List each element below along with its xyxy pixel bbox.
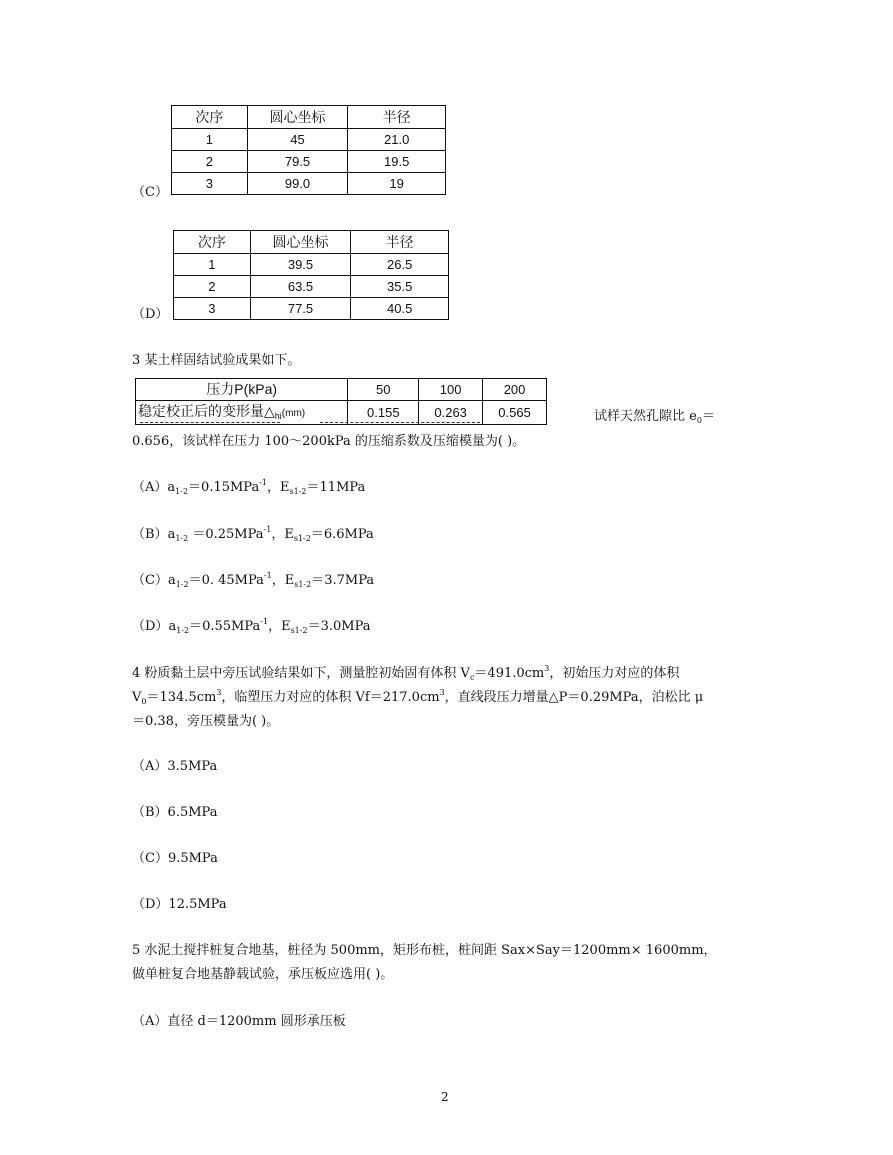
- table-cell: 2: [172, 151, 248, 173]
- q4-option-a: （A）3.5MPa: [132, 759, 218, 774]
- option-text: E: [280, 480, 290, 495]
- table-row: [172, 151, 446, 173]
- q4-text: V: [132, 690, 142, 705]
- q4-text: ＝134.5cm: [146, 690, 217, 705]
- table-cell: 2: [174, 276, 251, 298]
- option-text: ＝3.7MPa: [311, 573, 375, 588]
- option-text: ＝11MPa: [306, 480, 366, 495]
- deformation-label: 稳定校正后的变形量△: [138, 403, 275, 419]
- option-label: （C）: [132, 573, 168, 588]
- table-header-cell: 次序: [172, 106, 248, 129]
- option-label: （A）: [132, 480, 168, 495]
- option-sub: 1-2: [176, 626, 190, 635]
- overlapped-text-fragment: [320, 422, 480, 428]
- table-row: [172, 129, 446, 151]
- deformation-label-unit: (mm): [281, 408, 306, 419]
- option-d-label: （D）: [132, 307, 169, 322]
- q3-void-ratio-text: 试样天然孔隙比 e: [594, 409, 697, 424]
- option-text: a: [167, 527, 176, 542]
- q4-text: ，初始压力对应的体积: [549, 666, 680, 681]
- option-text: E: [284, 527, 294, 542]
- q4-option-c: （C）9.5MPa: [132, 851, 218, 866]
- option-text: a: [167, 480, 176, 495]
- table-header-cell: 圆心坐标: [250, 231, 351, 254]
- q4-sup: 3: [216, 688, 222, 697]
- q4-text: ，临塑压力对应的体积 Vf＝217.0cm: [221, 690, 440, 705]
- q4-sub: 0: [141, 697, 147, 706]
- q4-sup: 3: [544, 664, 550, 673]
- table-cell: 19.5: [348, 151, 446, 173]
- option-sup: -1: [260, 617, 269, 626]
- q3-void-ratio-sub: 0: [696, 416, 702, 425]
- option-sup: -1: [263, 525, 272, 534]
- table-cell: 21.0: [348, 129, 446, 151]
- option-d-table: [173, 230, 449, 320]
- q4-option-d: （D）12.5MPa: [132, 897, 227, 912]
- table-row: [136, 401, 547, 425]
- option-c-table: [171, 105, 446, 195]
- q4-sup: 3: [439, 688, 445, 697]
- table-cell: 45: [247, 129, 348, 151]
- q4-sub: c: [469, 673, 475, 682]
- option-text: a: [168, 619, 177, 634]
- option-sub: 1-2: [175, 580, 189, 589]
- q3-option-b: [132, 527, 374, 543]
- option-label: （B）: [132, 527, 168, 542]
- q3-option-a: [132, 480, 365, 496]
- q3-consolidation-table: [135, 378, 547, 425]
- option-text: E: [281, 619, 291, 634]
- table-row: [172, 173, 446, 195]
- option-sub: 1-2: [175, 534, 189, 543]
- q4-text: 4 粉质黏土层中旁压试验结果如下，测量腔初始固有体积 V: [132, 666, 470, 681]
- option-label: （D）: [132, 619, 169, 634]
- option-sup: -1: [263, 571, 272, 580]
- option-text: ＝6.6MPa: [310, 527, 374, 542]
- q3-option-c: [132, 573, 374, 589]
- table-cell: 0.565: [483, 401, 547, 425]
- table-cell: 100: [419, 379, 483, 401]
- table-cell: 99.0: [247, 173, 348, 195]
- table-header-row: [172, 106, 446, 129]
- option-sub: s1-2: [293, 534, 311, 543]
- table-header-cell: 圆心坐标: [247, 106, 348, 129]
- table-cell: 77.5: [250, 298, 351, 320]
- table-cell: 3: [172, 173, 248, 195]
- q4-line-2: [132, 690, 703, 706]
- q3-question-line: 0.656，该试样在压力 100～200kPa 的压缩系数及压缩模量为( )。: [132, 434, 526, 449]
- option-text: a: [167, 573, 176, 588]
- deformation-label-sub: hi: [274, 411, 282, 421]
- option-text: ＝3.0MPa: [307, 619, 371, 634]
- table-cell: 63.5: [250, 276, 351, 298]
- table-cell: 40.5: [351, 298, 449, 320]
- table-row: [136, 379, 547, 401]
- option-sep: ，: [271, 573, 285, 588]
- option-sep: ，: [271, 527, 285, 542]
- table-cell: 26.5: [351, 254, 449, 276]
- pressure-label-cell: 压力P(kPa): [136, 379, 348, 401]
- option-text: ＝0.55MPa: [189, 619, 261, 634]
- overlapped-text-fragment: [140, 422, 280, 428]
- q4-line-1: [132, 666, 679, 682]
- option-text: ＝0.25MPa: [188, 527, 264, 542]
- option-sub: s1-2: [290, 626, 308, 635]
- option-sep: ，: [267, 480, 281, 495]
- option-sup: -1: [259, 478, 268, 487]
- table-row: [174, 276, 449, 298]
- table-header-cell: 半径: [351, 231, 449, 254]
- table-cell: 1: [174, 254, 251, 276]
- q4-text: ，直线段压力增量△P＝0.29MPa，泊松比 μ: [444, 690, 704, 705]
- table-cell: 19: [348, 173, 446, 195]
- deformation-label-cell: [136, 401, 348, 425]
- table-cell: 200: [483, 379, 547, 401]
- page-number: 2: [441, 1090, 449, 1104]
- table-cell: 3: [174, 298, 251, 320]
- option-text: ＝0. 45MPa: [188, 573, 264, 588]
- table-header-cell: 次序: [174, 231, 251, 254]
- option-sep: ，: [268, 619, 282, 634]
- q4-line-3: ＝0.38，旁压模量为( )。: [132, 714, 280, 729]
- table-cell: 39.5: [250, 254, 351, 276]
- q5-line-2: 做单桩复合地基静载试验，承压板应选用( )。: [132, 967, 394, 982]
- table-cell: 79.5: [247, 151, 348, 173]
- option-c-label: （C）: [132, 185, 168, 200]
- table-cell: 50: [348, 379, 419, 401]
- q3-void-ratio-eq: ＝: [701, 409, 715, 424]
- q3-option-d: [132, 619, 370, 635]
- option-sub: s1-2: [294, 580, 312, 589]
- q3-tail-text: [594, 409, 715, 425]
- table-header-cell: 半径: [348, 106, 446, 129]
- table-cell: 35.5: [351, 276, 449, 298]
- option-text: ＝0.15MPa: [188, 480, 260, 495]
- table-cell: 0.263: [419, 401, 483, 425]
- q4-text: ＝491.0cm: [474, 666, 545, 681]
- q5-line-1: 5 水泥土搅拌桩复合地基，桩径为 500mm，矩形布桩，桩间距 Sax×Say＝1200mm× 1600mm，: [132, 943, 717, 958]
- table-cell: 1: [172, 129, 248, 151]
- q4-option-b: （B）6.5MPa: [132, 805, 218, 820]
- option-sub: s1-2: [289, 487, 307, 496]
- option-text: E: [284, 573, 295, 588]
- q3-intro: 3 某土样固结试验成果如下。: [132, 353, 301, 368]
- table-cell: 0.155: [348, 401, 419, 425]
- q5-option-a: （A）直径 d＝1200mm 圆形承压板: [132, 1014, 346, 1029]
- option-sub: 1-2: [175, 487, 189, 496]
- table-row: [174, 298, 449, 320]
- table-row: [174, 254, 449, 276]
- table-header-row: [174, 231, 449, 254]
